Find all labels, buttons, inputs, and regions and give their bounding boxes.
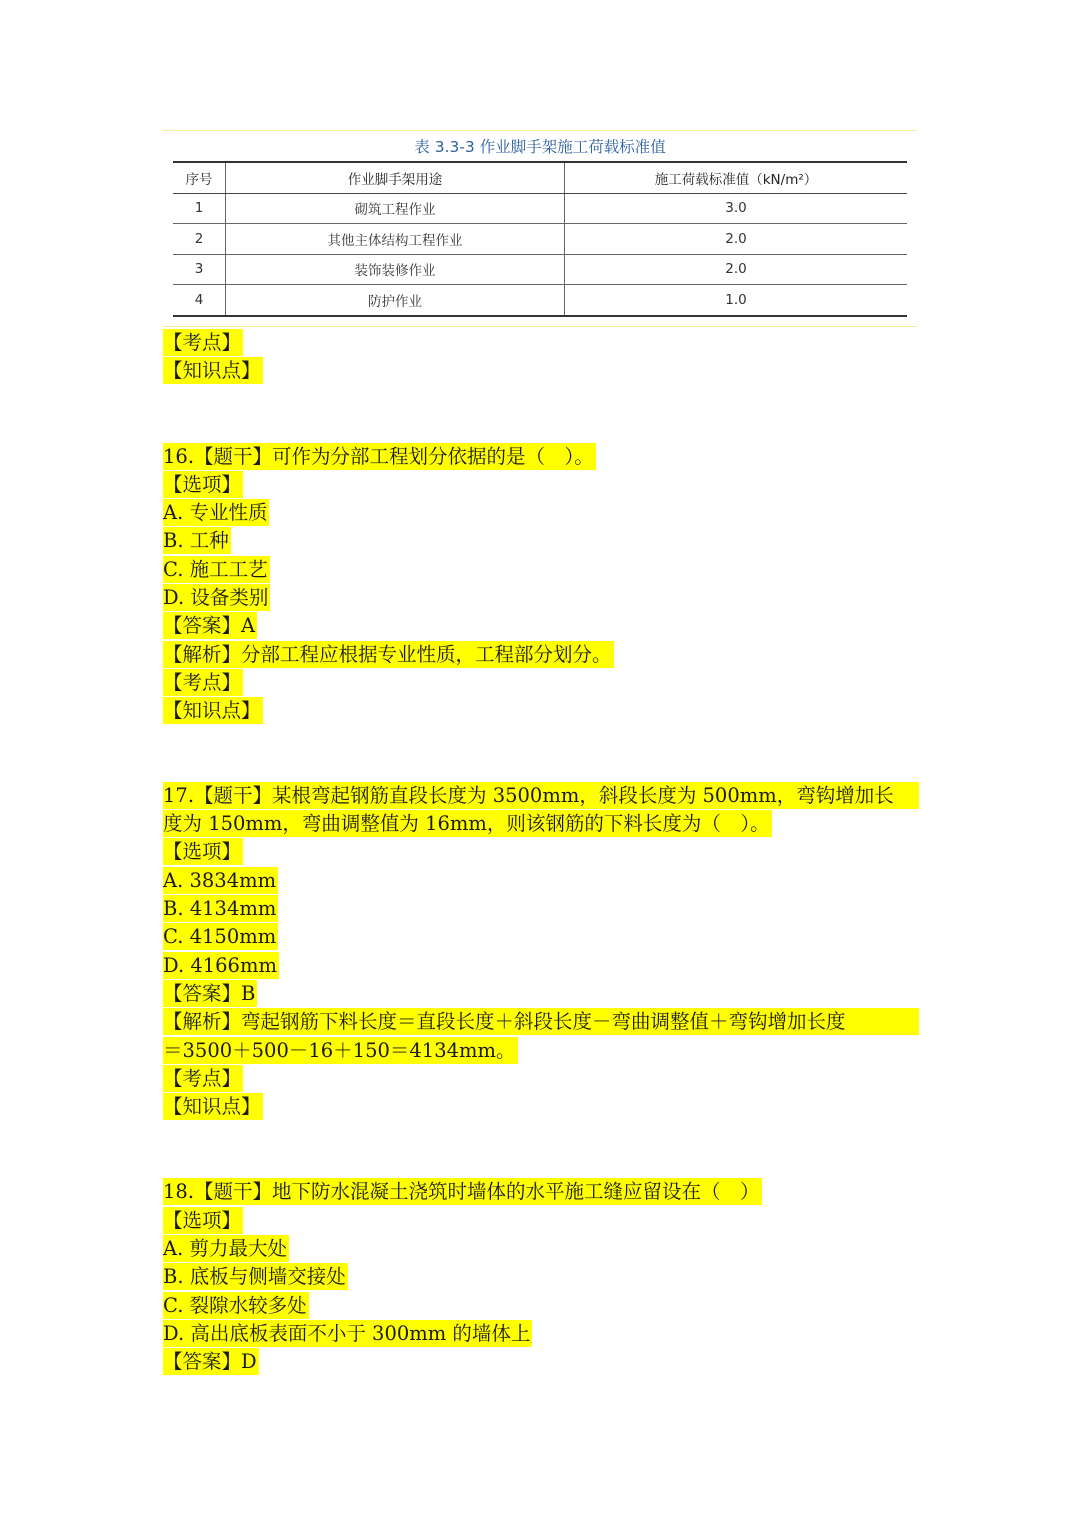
cell-index: 1: [173, 193, 226, 224]
cell-usage: 其他主体结构工程作业: [226, 224, 565, 255]
q16-stem-line: [163, 443, 596, 470]
q17-kaodian-line: [163, 1065, 243, 1092]
table-row: [173, 285, 907, 316]
q17-analysis-line-2: [163, 1037, 518, 1064]
q16-kaodian: 【考点】: [163, 671, 242, 694]
q18-option-b-line: [163, 1263, 348, 1290]
prev-zhishidian-line: [163, 357, 263, 384]
q16-answer-line: [163, 612, 257, 639]
q17-stem-line-2: [163, 810, 772, 837]
col-header-index: 序号: [173, 162, 226, 193]
q16-option-c: C. 施工工艺: [163, 558, 268, 581]
q16-option-a: A. 专业性质: [163, 501, 268, 524]
q18-answer-line: [163, 1348, 259, 1375]
q17-kaodian: 【考点】: [163, 1067, 242, 1090]
q16-analysis: 【解析】分部工程应根据专业性质，工程部分划分。: [163, 643, 612, 666]
q17-option-c-line: [163, 923, 278, 950]
q17-analysis-line-1: [163, 1008, 919, 1035]
prev-kaodian-line: [163, 329, 243, 356]
q18-stem: 18.【题干】地下防水混凝土浇筑时墙体的水平施工缝应留设在（ ）: [163, 1180, 760, 1203]
q18-option-a-line: [163, 1235, 289, 1262]
prev-zhishidian: 【知识点】: [163, 359, 261, 382]
cell-usage: 装饰装修作业: [226, 254, 565, 285]
q16-option-b: B. 工种: [163, 529, 229, 552]
q16-options-label: 【选项】: [163, 473, 242, 496]
q17-analysis-2: ＝3500＋500－16＋150＝4134mm。: [163, 1039, 516, 1062]
col-header-usage: 作业脚手架用途: [226, 162, 565, 193]
q16-analysis-line: [163, 641, 614, 668]
cell-index: 2: [173, 224, 226, 255]
cell-load: 1.0: [565, 285, 908, 316]
table-figure: [163, 128, 917, 328]
table-row: [173, 193, 907, 224]
q16-zhishidian: 【知识点】: [163, 699, 261, 722]
table-caption: 表 3.3-3 作业脚手架施工荷载标准值: [414, 138, 666, 156]
table-header-row: [173, 162, 907, 193]
q17-options-label-line: [163, 838, 243, 865]
q18-answer: 【答案】D: [163, 1350, 257, 1373]
figure-bottom-rule: [163, 326, 917, 327]
q18-option-b: B. 底板与侧墙交接处: [163, 1265, 346, 1288]
q18-options-label-line: [163, 1207, 243, 1234]
prev-kaodian: 【考点】: [163, 331, 242, 354]
cell-usage: 砌筑工程作业: [226, 193, 565, 224]
q16-option-d: D. 设备类别: [163, 586, 269, 609]
q16-stem: 16.【题干】可作为分部工程划分依据的是（ ）。: [163, 445, 594, 468]
q16-option-c-line: [163, 556, 270, 583]
cell-usage: 防护作业: [226, 285, 565, 316]
q17-option-b: B. 4134mm: [163, 897, 277, 920]
q18-option-d: D. 高出底板表面不小于 300mm 的墙体上: [163, 1322, 531, 1345]
cell-load: 3.0: [565, 193, 908, 224]
q17-option-d: D. 4166mm: [163, 954, 277, 977]
q17-analysis-1: 【解析】弯起钢筋下料长度＝直段长度＋斜段长度－弯曲调整值＋弯钩增加长度: [163, 1008, 919, 1035]
q17-zhishidian-line: [163, 1093, 263, 1120]
q18-stem-line: [163, 1178, 762, 1205]
q18-option-c-line: [163, 1292, 309, 1319]
figure-top-rule: [163, 130, 917, 131]
table-row: [173, 254, 907, 285]
q17-options-label: 【选项】: [163, 840, 242, 863]
q18-options-label: 【选项】: [163, 1209, 242, 1232]
q17-stem-2: 度为 150mm，弯曲调整值为 16mm，则该钢筋的下料长度为（ ）。: [163, 812, 770, 835]
q17-option-a: A. 3834mm: [163, 869, 277, 892]
q18-option-c: C. 裂隙水较多处: [163, 1294, 307, 1317]
q18-option-d-line: [163, 1320, 532, 1347]
q16-option-b-line: [163, 527, 231, 554]
q17-option-a-line: [163, 867, 278, 894]
table-row: [173, 224, 907, 255]
q16-zhishidian-line: [163, 697, 263, 724]
q17-stem-1: 17.【题干】某根弯起钢筋直段长度为 3500mm，斜段长度为 500mm，弯钩增加长: [163, 782, 919, 809]
q17-option-b-line: [163, 895, 278, 922]
q17-option-c: C. 4150mm: [163, 925, 277, 948]
q17-stem-line-1: [163, 782, 919, 809]
q16-kaodian-line: [163, 669, 243, 696]
q16-answer: 【答案】A: [163, 614, 256, 637]
load-standard-table: [173, 161, 907, 317]
cell-index: 4: [173, 285, 226, 316]
cell-load: 2.0: [565, 254, 908, 285]
cell-load: 2.0: [565, 224, 908, 255]
q17-answer-line: [163, 980, 257, 1007]
q16-option-a-line: [163, 499, 269, 526]
q17-answer: 【答案】B: [163, 982, 256, 1005]
q16-options-label-line: [163, 471, 243, 498]
q18-option-a: A. 剪力最大处: [163, 1237, 287, 1260]
q17-option-d-line: [163, 952, 279, 979]
col-header-load: 施工荷载标准值（kN/m²）: [565, 162, 908, 193]
q17-zhishidian: 【知识点】: [163, 1095, 261, 1118]
q16-option-d-line: [163, 584, 270, 611]
cell-index: 3: [173, 254, 226, 285]
